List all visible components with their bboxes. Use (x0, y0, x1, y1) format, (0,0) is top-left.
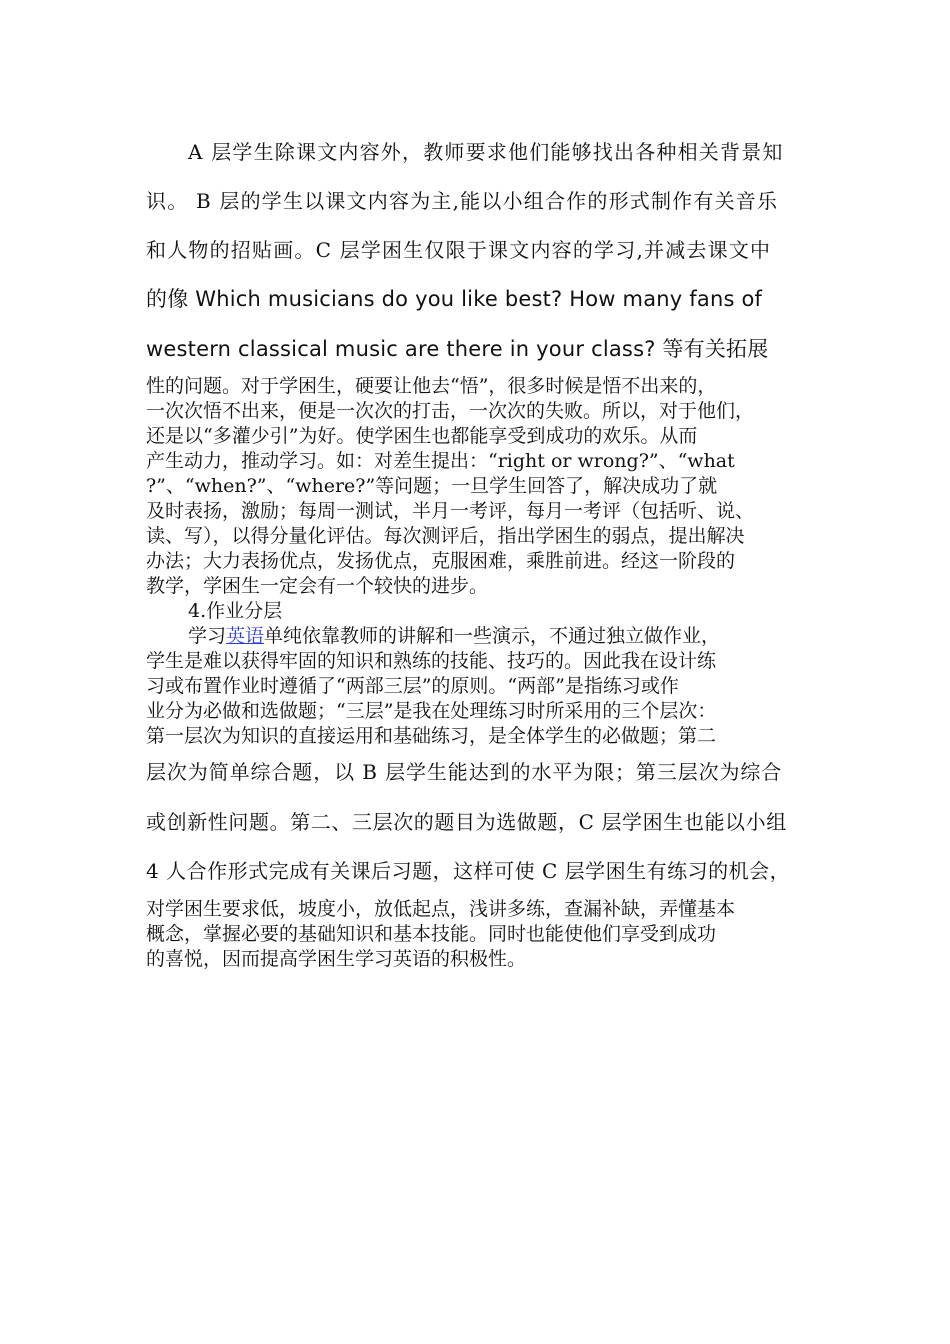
text-span: 学习 (188, 625, 227, 647)
paragraph-line: 业分为必做和选做题；“三层”是我在处理练习时所采用的三个层次： (146, 700, 717, 722)
paragraph-line: ?”、“when?”、“where?”等问题；一旦学生回答了，解决成功了就 (146, 475, 718, 497)
paragraph-line: 的喜悦，因而提高学困生学习英语的积极性。 (146, 948, 527, 970)
paragraph-line: 概念，掌握必要的基础知识和基本技能。同时也能使他们享受到成功 (146, 923, 717, 945)
paragraph-line: 和人物的招贴画。C 层学困生仅限于课文内容的学习,并减去课文中 (146, 238, 772, 262)
paragraph-line: 产生动力，推动学习。如：对差生提出：“right or wrong?”、“what (146, 450, 735, 472)
paragraph-line: 还是以“多灌少引”为好。使学困生也都能享受到成功的欢乐。从而 (146, 425, 698, 447)
paragraph-line: 读、写），以得分量化评估。每次测评后，指出学困生的弱点，提出解决 (146, 525, 745, 547)
paragraph-line: 第一层次为知识的直接运用和基础练习，是全体学生的必做题；第二 (146, 725, 717, 747)
paragraph-line: 层次为简单综合题，以 B 层学生能达到的水平为限；第三层次为综合 (146, 760, 783, 784)
paragraph-line: 学生是难以获得牢固的知识和熟练的技能、技巧的。因此我在设计练 (146, 650, 717, 672)
paragraph-line: 性的问题。对于学困生，硬要让他去“悟”，很多时候是悟不出来的， (146, 375, 717, 397)
paragraph-line: 识。 B 层的学生以课文内容为主,能以小组合作的形式制作有关音乐 (146, 189, 779, 213)
paragraph-line: western classical music are there in your class? 等有关拓展 (146, 337, 769, 361)
paragraph-line: 对学困生要求低，坡度小，放低起点，浅讲多练，查漏补缺，弄懂基本 (146, 898, 736, 920)
english-link[interactable]: 英语 (226, 625, 265, 647)
paragraph-line: 的像 Which musicians do you like best? How many fans of (146, 287, 763, 311)
paragraph-line: A 层学生除课文内容外，教师要求他们能够找出各种相关背景知 (188, 140, 784, 164)
paragraph-line: 办法；大力表扬优点，发扬优点，克服困难，乘胜前进。经这一阶段的 (146, 550, 736, 572)
paragraph-line: 习或布置作业时遵循了“两部三层”的原则。“两部”是指练习或作 (146, 675, 679, 697)
paragraph-line: 4 人合作形式完成有关课后习题，这样可使 C 层学困生有练习的机会， (146, 859, 791, 883)
paragraph-line: 教学，学困生一定会有一个较快的进步。 (146, 575, 489, 597)
paragraph-line: 及时表扬，激励；每周一测试，半月一考评，每月一考评（包括听、说、 (146, 500, 755, 522)
paragraph-line: 一次次悟不出来，便是一次次的打击，一次次的失败。所以，对于他们， (146, 400, 755, 422)
section-heading: 4.作业分层 (188, 600, 283, 622)
text-span: 单纯依靠教师的讲解和一些演示，不通过独立做作业， (264, 625, 721, 647)
paragraph-line: 或创新性问题。第二、三层次的题目为选做题，C 层学困生也能以小组 (146, 810, 787, 834)
paragraph-line (188, 624, 818, 648)
